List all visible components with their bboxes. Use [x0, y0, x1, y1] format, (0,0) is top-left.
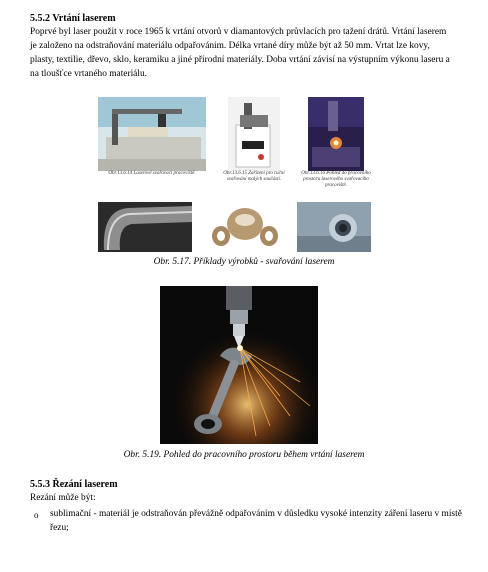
laser-cutting-intro: Rezání může být:: [30, 493, 96, 503]
laser-drilling-workspace-photo: [160, 286, 318, 444]
section-heading-laser-cutting: 5.5.3 Řezání laserem: [30, 479, 118, 490]
welding-workspace-photo: [308, 97, 364, 171]
laser-welding-station-photo: [98, 97, 206, 171]
welded-flange-part-photo: [297, 202, 371, 252]
bullet-marker: o: [34, 510, 39, 520]
thumb-caption-2: Obr.13.6.15 Zařízení pro ruční svařování malých součástí.: [223, 171, 285, 182]
thumb-caption-1: Obr.13.6.14 Laserové svařovací pracoviště.: [108, 171, 196, 176]
figure-5-19-caption: Obr. 5.19. Pohled do pracovního prostoru během vrtání laserem: [123, 450, 365, 460]
welded-fitting-part-photo: [205, 202, 285, 252]
laser-drilling-paragraph: Poprvé byl laser použit v roce 1965 k vrtání otvorů v diamantových průvlacích pro tažení drátů. Vrtání laserem je založeno na odstraňování materiálu odpařováním. Délka vrtané díry může být až 50 mm. Vrtat lze kovy, plasty, textilie, dřevo, sklo, keramiku a jiné přírodní materiály. Doba vrtání závisí na výstupním výkonu laseru a na tloušťce vrtaného materiálu.: [30, 27, 450, 79]
bullet-item-sublimation: sublimační - materiál je odstraňován převážně odpařováním v důsledku vysoké intenzity záření laseru v místě řezu;: [50, 509, 462, 533]
section-heading-laser-drilling: 5.5.2 Vrtání laserem: [30, 13, 116, 24]
figure-5-17-caption: Obr. 5.17. Příklady výrobků - svařování laserem: [153, 257, 335, 267]
welded-sheet-part-photo: [98, 202, 192, 252]
thumb-caption-3: Obr.13.6.16 Pohled do pracovního prostoru laserového svařovacího pracoviště.: [301, 171, 371, 188]
manual-welding-device-photo: [228, 97, 280, 171]
